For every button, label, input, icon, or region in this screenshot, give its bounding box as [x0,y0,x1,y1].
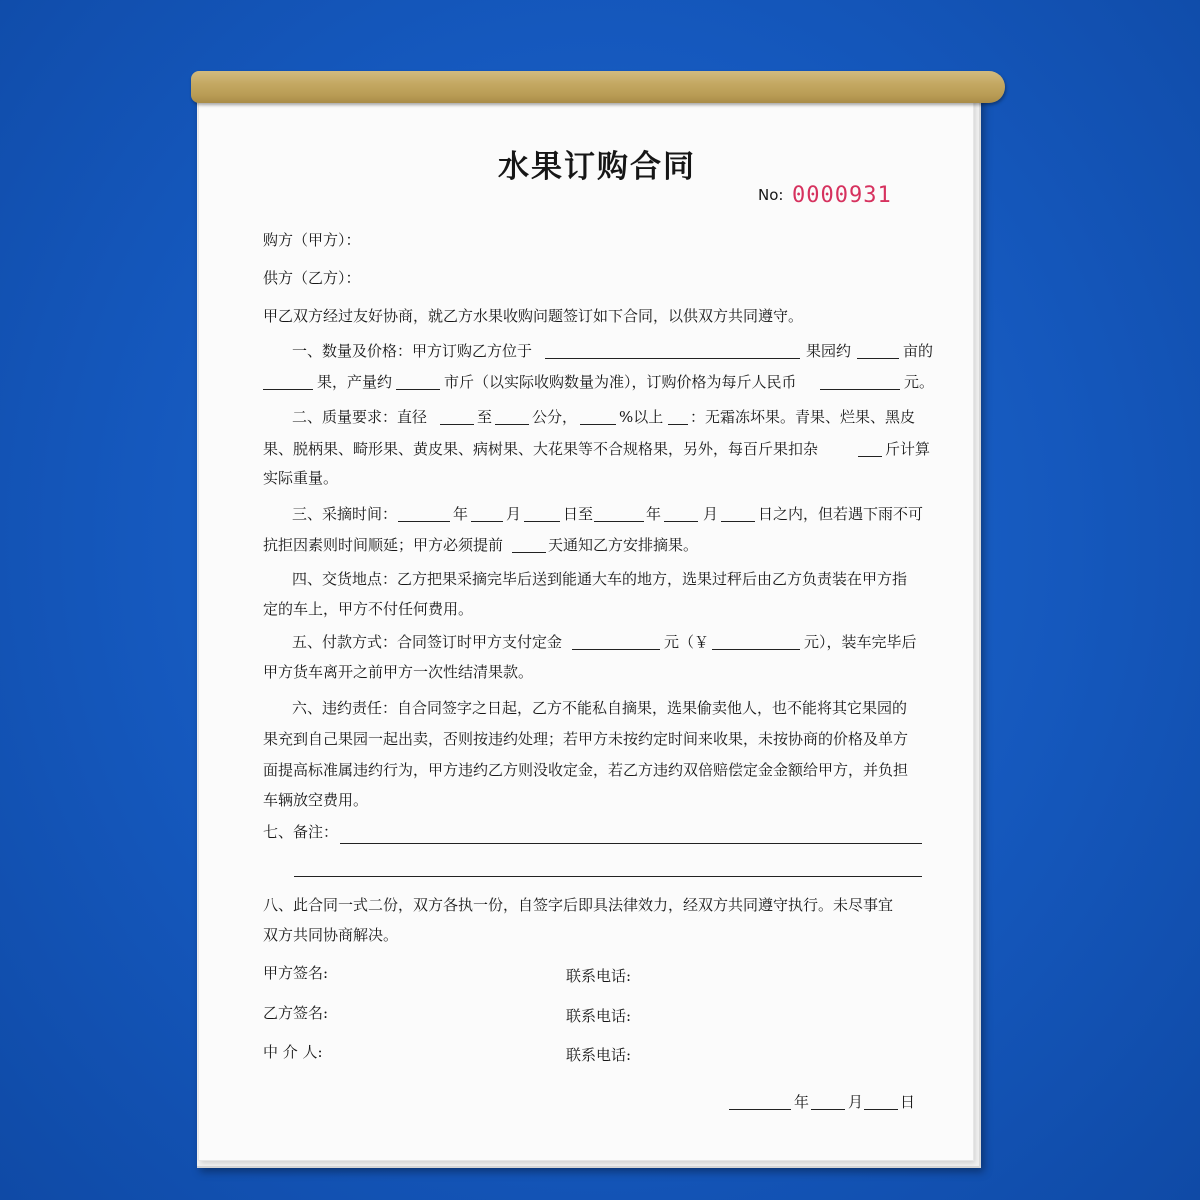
deposit-words-blank[interactable] [572,649,660,650]
clause6-line1: 六、违约责任：自合同签字之日起，乙方不能私自摘果，选果偷卖他人，也不能将其它果园的 [292,699,908,717]
acreage-blank[interactable] [857,358,899,359]
price-blank[interactable] [820,389,900,390]
end-year-blank[interactable] [594,521,644,522]
intermediary-label: 中 介 人: [263,1043,323,1061]
clause1-text-e: 市斤（以实际收购数量为准），订购价格为每斤人民币 [444,373,797,391]
clause2-line3: 实际重量。 [263,469,339,487]
clause4-line1: 四、交货地点：乙方把果采摘完毕后送到能通大车的地方，选果过秤后由乙方负责装在甲方指 [292,570,908,588]
clause1-text-d: 果，产量约 [317,373,393,391]
sign-month-blank[interactable] [811,1109,845,1110]
clause8-line2: 双方共同协商解决。 [263,926,399,944]
clause3-text-d: 日至 [563,505,594,523]
contract-title: 水果订购合同 [498,149,696,185]
clause6-line4: 车辆放空费用。 [263,791,369,809]
party-a-phone-label: 联系电话: [566,967,632,985]
clause8-line1: 八、此合同一式二份，双方各执一份，自签字后即具法律效力，经双方共同遵守执行。未尽事宜 [263,896,894,914]
grade-blank[interactable] [668,424,688,425]
clause2-line2-end: 斤计算 [885,440,931,458]
impurity-blank[interactable] [858,456,882,457]
clause6-line2: 果充到自己果园一起出卖，否则按违约处理；若甲方未按约定时间来收果，未按协商的价格及单方 [263,730,909,748]
start-day-blank[interactable] [524,521,560,522]
clause3-line2: 抗拒因素则时间顺延；甲方必须提前 [263,536,504,554]
intermediary-phone-label: 联系电话: [566,1046,632,1064]
clause2-text-b: 至 [477,408,493,426]
party-a-signature-label: 甲方签名: [263,964,329,982]
clause3-text-g: 日之内，但若遇下雨不可 [758,505,924,523]
percent-blank[interactable] [580,424,616,425]
clause2-text-c: 公分， [532,408,578,426]
clause2-text-e: ：无霜冻坏果。青果、烂果、黑皮 [690,408,916,426]
party-b-signature-label: 乙方签名: [263,1004,329,1022]
sign-day-blank[interactable] [864,1109,898,1110]
clause2-text-a: 二、质量要求：直径 [292,408,428,426]
intro-paragraph: 甲乙双方经过友好协商，就乙方水果收购问题签订如下合同，以供双方共同遵守。 [263,307,804,325]
clause5-line2: 甲方货车离开之前甲方一次性结清果款。 [263,663,534,681]
yield-blank[interactable] [396,389,440,390]
clause1-text-a: 一、数量及价格：甲方订购乙方位于 [292,342,533,360]
clause4-line2: 定的车上，甲方不付任何费用。 [263,600,474,618]
clause1-text-f: 元。 [904,373,935,391]
remarks-line-2[interactable] [294,876,922,877]
diameter-max-blank[interactable] [495,424,529,425]
sign-year-blank[interactable] [729,1109,791,1110]
clause1-text-b: 果园约 [806,342,852,360]
clause5-text-c: 元），装车完毕后 [804,633,917,651]
date-month-label: 月 [848,1093,864,1111]
clause3-text-b: 年 [453,505,469,523]
binding-strip [191,71,1005,103]
date-day-label: 日 [900,1093,916,1111]
remarks-label: 七、备注： [263,823,339,841]
date-year-label: 年 [794,1093,810,1111]
number-label: No: [758,186,784,204]
start-year-blank[interactable] [398,521,450,522]
party-b-phone-label: 联系电话: [566,1007,632,1025]
notice-days-blank[interactable] [512,552,546,553]
end-month-blank[interactable] [664,521,698,522]
clause3-text-e: 年 [646,505,662,523]
clause3-line2-end: 天通知乙方安排摘果。 [548,536,699,554]
serial-number: 0000931 [792,183,892,208]
clause3-text-f: 月 [703,505,719,523]
end-day-blank[interactable] [721,521,755,522]
buyer-label: 购方（甲方）： [263,231,361,249]
deposit-amount-blank[interactable] [712,649,800,650]
seller-label: 供方（乙方）： [263,269,361,287]
clause3-text-a: 三、采摘时间： [292,505,398,523]
clause2-line2: 果、脱柄果、畸形果、黄皮果、病树果、大花果等不合规格果，另外，每百斤果扣杂 [263,440,819,458]
clause5-text-b: 元（￥ [664,633,710,651]
clause5-text-a: 五、付款方式：合同签订时甲方支付定金 [292,633,563,651]
clause3-text-c: 月 [506,505,522,523]
fruit-type-blank[interactable] [263,389,313,390]
clause6-line3: 面提高标准属违约行为，甲方违约乙方则没收定金，若乙方违约双倍赔偿定金金额给甲方，并负担 [263,761,909,779]
clause1-text-c: 亩的 [903,342,934,360]
clause2-text-d: %以上 [619,408,664,426]
orchard-location-blank[interactable] [545,358,800,359]
remarks-line-1[interactable] [340,843,922,844]
diameter-min-blank[interactable] [440,424,474,425]
start-month-blank[interactable] [471,521,503,522]
